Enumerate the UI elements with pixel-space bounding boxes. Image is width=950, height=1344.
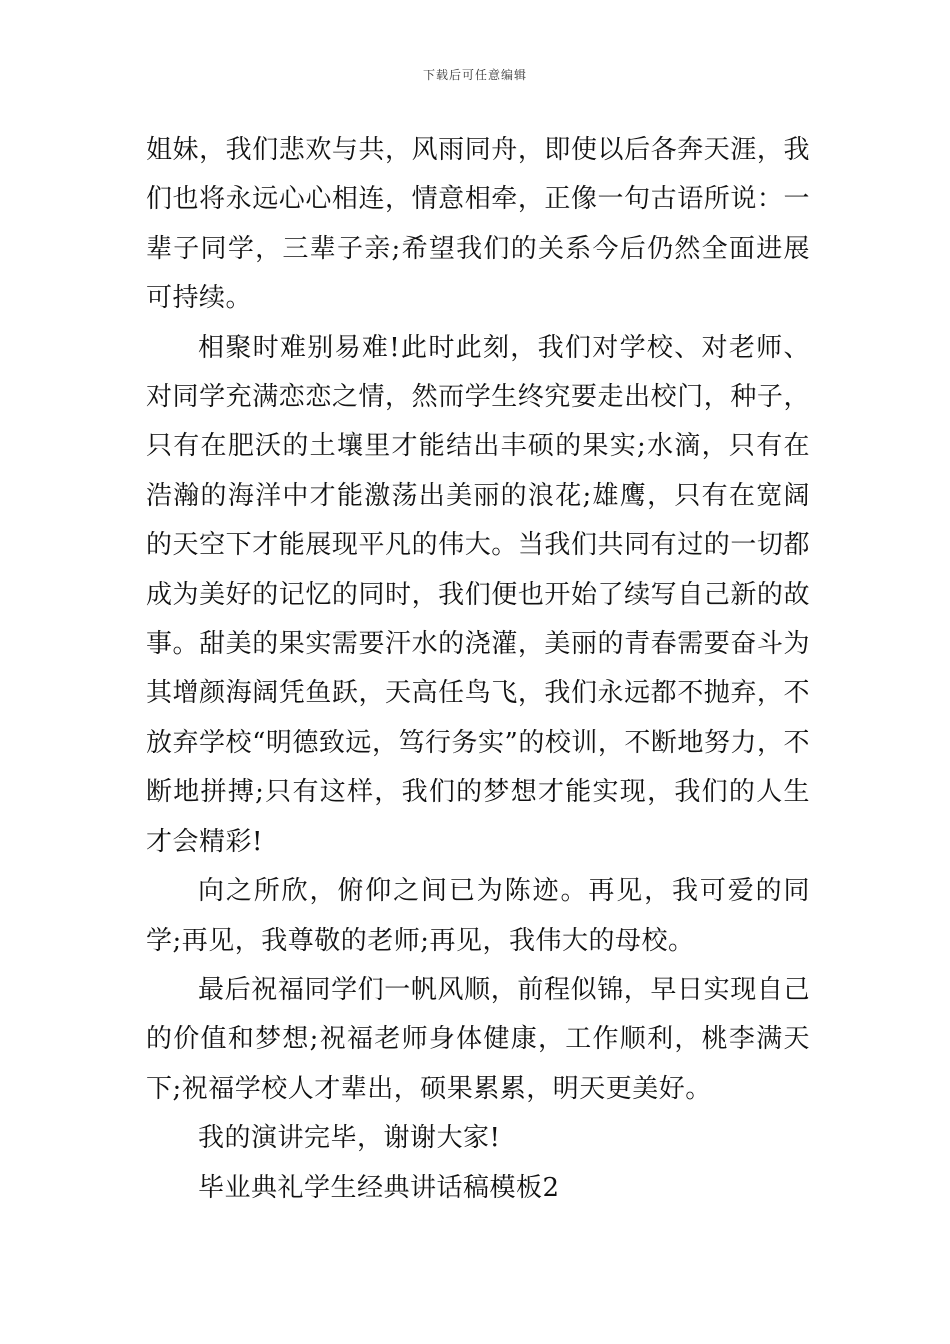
section-heading: 毕业典礼学生经典讲话稿模板2 [198,1172,560,1203]
paragraph-2: 相聚时难别易难!此时此刻，我们对学校、对老师、对同学充满恋恋之情，然而学生终究要走出校门，种子，只有在肥沃的土壤里才能结出丰硕的果实;水滴，只有在浩瀚的海洋中才能激荡出美丽的浪花;雄鹰，只有在宽阔的天空下才能展现平凡的伟大。当我们共同有过的一切都成为美好的记忆的同时，我们便也开始了续写自己新的故事。甜美的果实需要汗水的浇灌，美丽的青春需要奋斗为其增颜海阔凭鱼跃，天高任鸟飞，我们永远都不抛弃，不放弃学校“明德致远，笃行务实”的校训，不断地努力，不断地拼搏;只有这样，我们的梦想才能实现，我们的人生才会精彩! [146,332,810,857]
paragraph-3: 向之所欣，俯仰之间已为陈迹。再见，我可爱的同学;再见，我尊敬的老师;再见，我伟大的母校。 [146,876,810,956]
paragraph-1: 姐妹，我们悲欢与共，风雨同舟，即使以后各奔天涯，我们也将永远心心相连，情意相牵，正像一句古语所说：一辈子同学，三辈子亲;希望我们的关系今后仍然全面进展可持续。 [146,135,810,314]
paragraph-4: 最后祝福同学们一帆风顺，前程似锦，早日实现自己的价值和梦想;祝福老师身体健康，工作顺利，桃李满天下;祝福学校人才辈出，硕果累累，明天更美好。 [146,974,810,1104]
header-note: 下载后可任意编辑 [422,68,527,82]
document-body [146,126,810,1213]
paragraph-5: 我的演讲完毕，谢谢大家! [198,1123,501,1154]
